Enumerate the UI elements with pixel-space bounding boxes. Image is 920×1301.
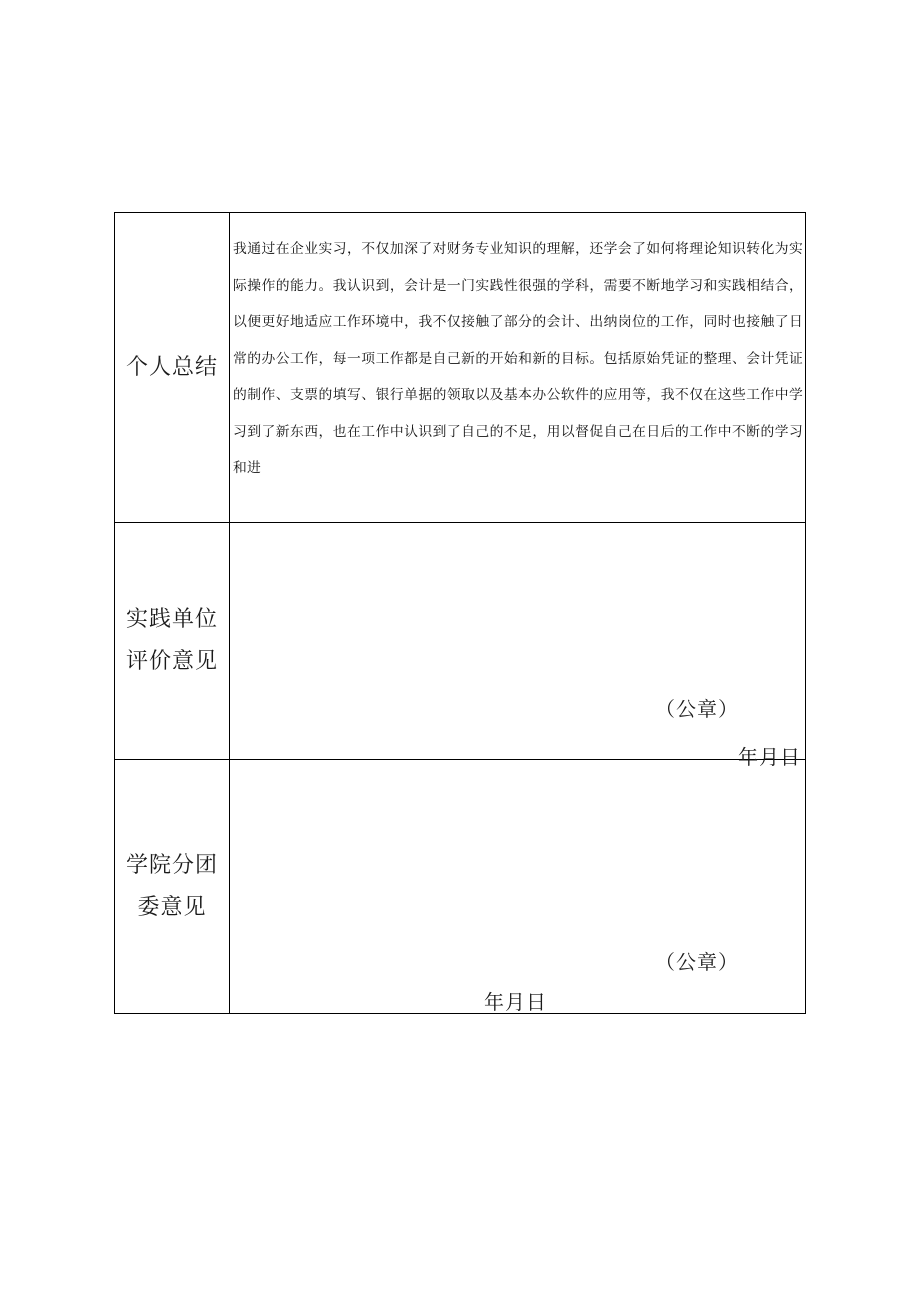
unit-evaluation-label-line1: 实践单位	[125, 607, 218, 632]
college-league-label	[126, 845, 218, 929]
unit-evaluation-seal: （公章）	[655, 697, 739, 721]
internship-form-table	[114, 212, 806, 1014]
unit-evaluation-label	[126, 599, 218, 683]
college-league-content-cell	[230, 760, 805, 1013]
personal-summary-label-text: 个人总结	[125, 354, 218, 380]
personal-summary-text: 我通过在企业实习，不仅加深了对财务专业知识的理解，还学会了如何将理论知识转化为实际操作的能力。我认识到，会计是一门实践性很强的学科，需要不断地学习和实践相结合，以便更好地适应工作环境中，我不仅接触了部分的会计、出纳岗位的工作，同时也接触了日常的办公工作，每一项工作都是自己新的开始和新的目标。包括原始凭证的整理、会计凭证的制作、支票的填写、银行单据的领取以及基本办公软件的应用等，我不仅在这些工作中学习到了新东西，也在工作中认识到了自己的不足，用以督促自己在日后的工作中不断的学习和进	[233, 241, 803, 476]
college-league-date: 年月日	[484, 990, 547, 1014]
college-league-seal: （公章）	[655, 950, 739, 974]
personal-summary-content-cell	[230, 213, 805, 522]
college-league-label-line2: 委意见	[137, 894, 207, 920]
personal-summary-row	[115, 213, 805, 523]
personal-summary-label	[126, 347, 218, 389]
unit-evaluation-label-cell	[115, 523, 230, 759]
college-league-row	[115, 760, 805, 1013]
unit-evaluation-date: 年月日	[738, 745, 801, 769]
college-league-label-cell	[115, 760, 230, 1013]
personal-summary-label-cell	[115, 213, 230, 522]
college-league-label-line1: 学院分团	[125, 852, 218, 878]
unit-evaluation-content-cell	[230, 523, 805, 769]
unit-evaluation-label-line2: 评价意见	[125, 649, 218, 674]
unit-evaluation-row	[115, 523, 805, 769]
